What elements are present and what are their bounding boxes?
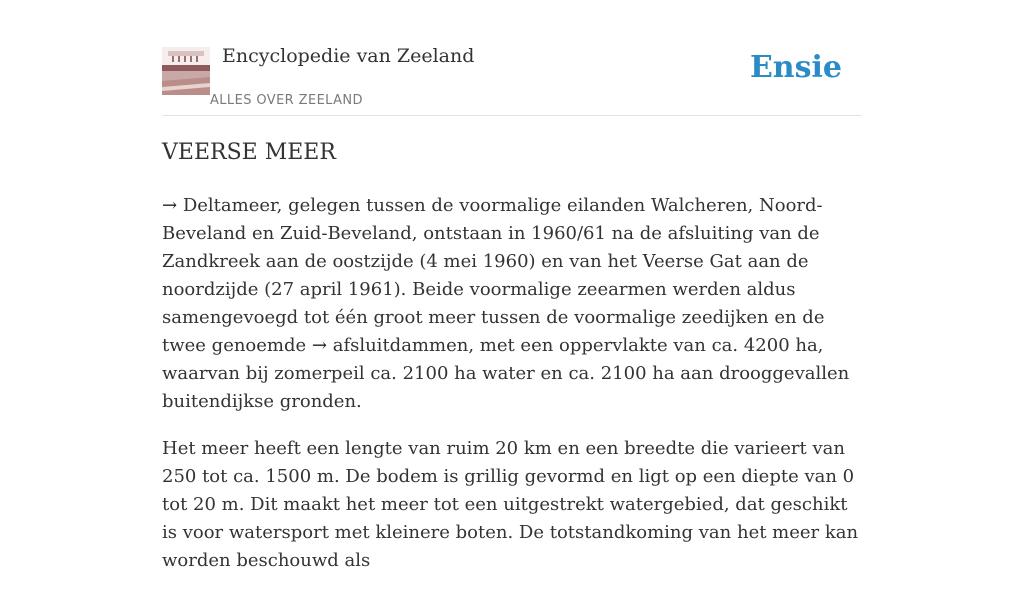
article-body xyxy=(162,192,862,594)
ensie-brand-logo[interactable]: Ensie xyxy=(749,50,842,85)
content-container xyxy=(162,0,862,571)
article-title: VEERSE MEER xyxy=(162,140,336,165)
article-paragraph-2: Het meer heeft een lengte van ruim 20 km en een breedte die varieert van 250 tot ca. 1500 m. De bodem is grillig gevormd en ligt op een diepte van 0 tot 20 m. Dit maakt het meer tot een uitgestrekt watergebied, dat geschikt is voor watersport met kleinere boten. De totstandkoming van het meer kan worden beschouwd als xyxy=(162,438,859,571)
paragraph-text: Deltameer, gelegen tussen de voormalige eilanden Walcheren, Noord-Beveland en Zuid-Beveland, ontstaan in 1960/61 na de afsluiting van de Zandkreek aan de oostzijde (4 mei 1960) en van het Veerse Gat aan de noordzijde (27 april 1961). Beide voormalige zeearmen werden aldus samengevoegd tot één groot meer tussen de voormalige zeedijken en de twee genoemde xyxy=(162,195,825,356)
site-avatar-icon[interactable] xyxy=(162,47,210,95)
cross-reference-arrow-link[interactable]: → xyxy=(311,335,327,356)
paragraph-text: afsluitdammen, met een oppervlakte van ca. 4200 ha, waarvan bij zomerpeil ca. 2100 ha water en ca. 2100 ha aan drooggevallen buitendijkse gronden. xyxy=(162,335,850,412)
article-paragraph-1 xyxy=(162,192,862,416)
site-title[interactable]: Encyclopedie van Zeeland xyxy=(222,45,475,67)
site-subtitle: ALLES OVER ZEELAND xyxy=(210,93,363,108)
cross-reference-arrow-link[interactable]: → xyxy=(162,195,178,216)
site-header xyxy=(162,0,862,116)
